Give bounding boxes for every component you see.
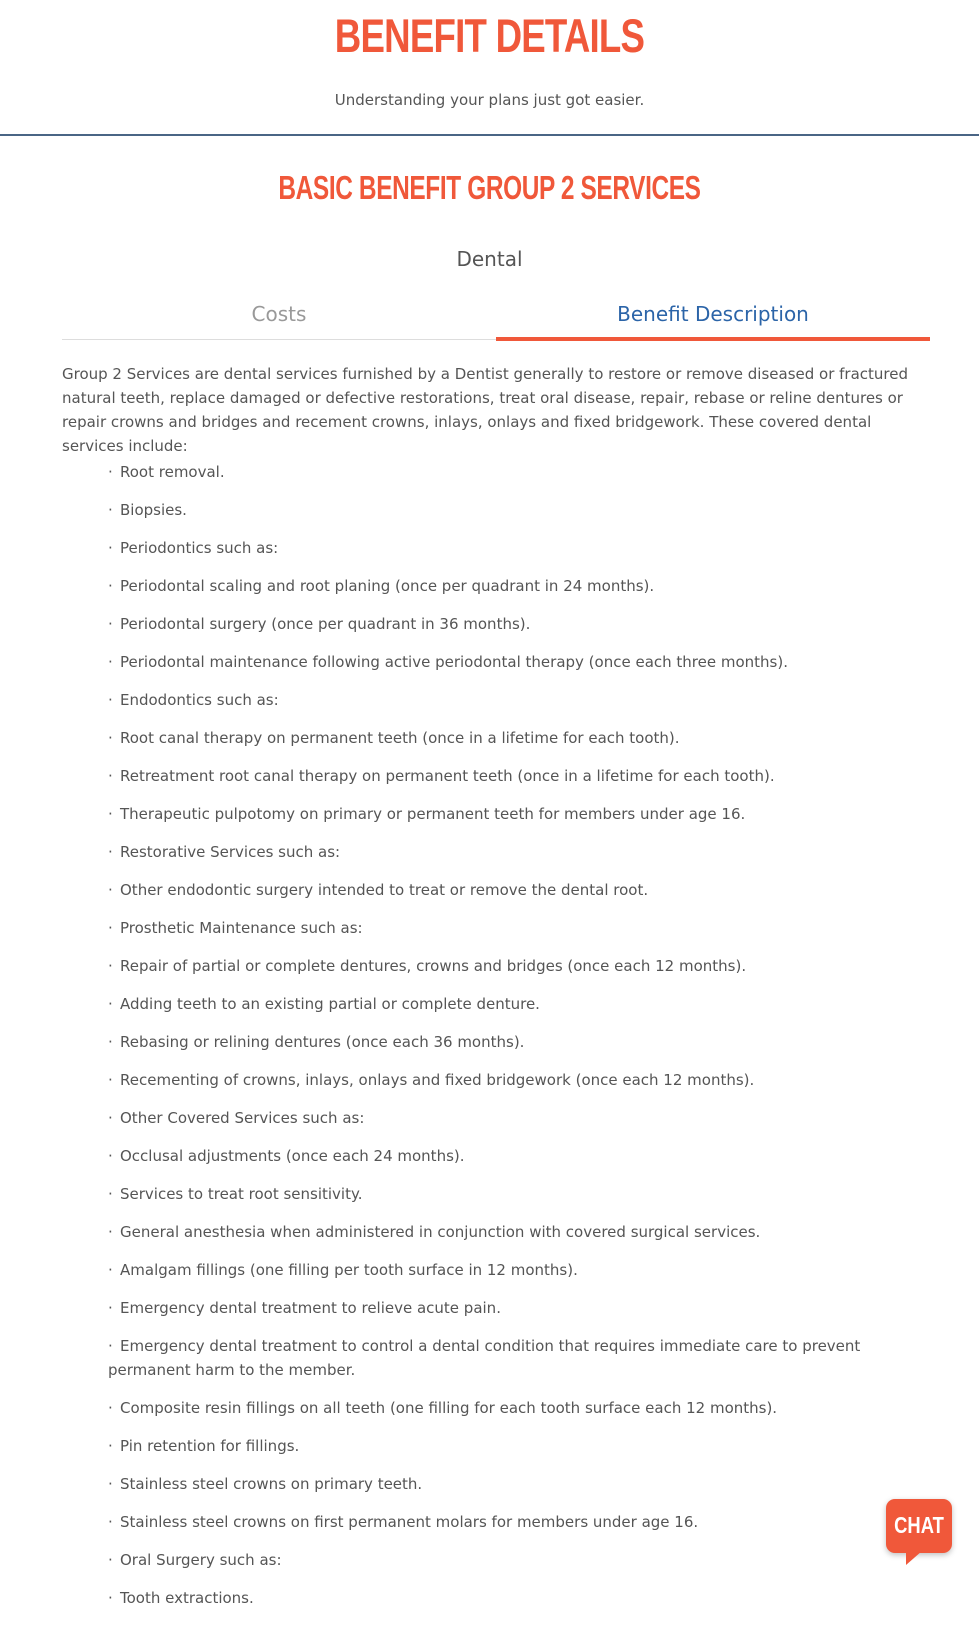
benefit-list-item-text: Tooth extractions. xyxy=(120,1589,254,1607)
page-subtitle: Understanding your plans just got easier. xyxy=(334,91,645,109)
bullet-icon: · xyxy=(108,501,113,519)
benefit-list-item xyxy=(108,498,868,522)
bullet-icon: · xyxy=(108,1071,113,1089)
benefit-list-item xyxy=(108,1296,868,1320)
benefit-list-item xyxy=(108,1396,868,1420)
benefit-list-item-text: Periodontics such as: xyxy=(120,539,279,557)
benefit-list-item xyxy=(108,1510,868,1534)
bullet-icon: · xyxy=(108,1337,113,1355)
bullet-icon: · xyxy=(108,1185,113,1203)
benefit-list-item-text: Endodontics such as: xyxy=(120,691,279,709)
benefit-list-item xyxy=(108,1144,868,1168)
benefit-list-item-text: Emergency dental treatment to relieve acute pain. xyxy=(120,1299,501,1317)
benefit-list-item-text: Pin retention for fillings. xyxy=(120,1437,300,1455)
bullet-icon: · xyxy=(108,995,113,1013)
benefit-list-item xyxy=(108,840,868,864)
section-title: BASIC BENEFIT GROUP 2 SERVICES xyxy=(278,169,701,206)
bullet-icon: · xyxy=(108,539,113,557)
tab-costs[interactable] xyxy=(62,299,496,339)
benefit-list-item xyxy=(108,612,868,636)
benefit-list-item xyxy=(108,764,868,788)
benefit-list-item xyxy=(108,650,868,674)
page-title: BENEFIT DETAILS xyxy=(334,9,645,62)
bullet-icon: · xyxy=(108,1589,113,1607)
bullet-icon: · xyxy=(108,1437,113,1455)
bullet-icon: · xyxy=(108,463,113,481)
bullet-icon: · xyxy=(108,1033,113,1051)
benefit-list-item-text: Prosthetic Maintenance such as: xyxy=(120,919,363,937)
bullet-icon: · xyxy=(108,881,113,899)
benefit-list-item xyxy=(108,574,868,598)
active-tab-indicator xyxy=(496,337,930,341)
benefit-list-item xyxy=(108,1220,868,1244)
tab-bar xyxy=(62,299,930,340)
benefit-intro-text: Group 2 Services are dental services furnished by a Dentist generally to restore or remove diseased or fractured natural teeth, replace damaged or defective restorations, treat oral disease, repair, rebase or reline dentures or repair crowns and bridges and recement crowns, inlays, onlays and fixed bridgework. These covered dental services include: xyxy=(62,365,908,455)
bullet-icon: · xyxy=(108,767,113,785)
benefit-list-item-text: Therapeutic pulpotomy on primary or permanent teeth for members under age 16. xyxy=(120,805,746,823)
bullet-icon: · xyxy=(108,1109,113,1127)
chat-button[interactable] xyxy=(886,1499,952,1553)
benefit-list-item-text: Root canal therapy on permanent teeth (once in a lifetime for each tooth). xyxy=(120,729,680,747)
benefit-list-item-text: Oral Surgery such as: xyxy=(120,1551,282,1569)
benefit-list-item-text: Services to treat root sensitivity. xyxy=(120,1185,363,1203)
benefit-list-item-text: Root removal. xyxy=(120,463,225,481)
benefit-list-item-text: Other Covered Services such as: xyxy=(120,1109,365,1127)
benefit-list-item xyxy=(108,1106,868,1130)
page-header xyxy=(0,0,979,136)
benefit-list-item-text: Periodontal surgery (once per quadrant in 36 months). xyxy=(120,615,531,633)
benefit-list-item xyxy=(108,1258,868,1282)
benefit-list-item xyxy=(108,1334,868,1382)
benefit-list-item xyxy=(108,992,868,1016)
benefit-list-item xyxy=(108,954,868,978)
benefit-list-item xyxy=(108,1548,868,1572)
bullet-icon: · xyxy=(108,1299,113,1317)
benefit-list-item xyxy=(108,802,868,826)
bullet-icon: · xyxy=(108,691,113,709)
benefit-list-item-text: Composite resin fillings on all teeth (one filling for each tooth surface each 12 months). xyxy=(120,1399,778,1417)
benefit-list xyxy=(108,460,868,1624)
benefit-list-item xyxy=(108,1586,868,1610)
benefit-list-item xyxy=(108,916,868,940)
benefit-list-item xyxy=(108,1472,868,1496)
bullet-icon: · xyxy=(108,957,113,975)
benefit-list-item xyxy=(108,1182,868,1206)
benefit-list-item-text: Rebasing or relining dentures (once each 36 months). xyxy=(120,1033,525,1051)
benefit-list-item-text: Repair of partial or complete dentures, crowns and bridges (once each 12 months). xyxy=(120,957,747,975)
benefit-list-item-text: General anesthesia when administered in conjunction with covered surgical services. xyxy=(120,1223,761,1241)
benefit-list-item-text: Occlusal adjustments (once each 24 months). xyxy=(120,1147,465,1165)
bullet-icon: · xyxy=(108,1261,113,1279)
bullet-icon: · xyxy=(108,577,113,595)
bullet-icon: · xyxy=(108,1399,113,1417)
benefit-list-item-text: Emergency dental treatment to control a dental condition that requires immediate care to prevent permanent harm to the member. xyxy=(108,1337,861,1379)
category-label: Dental xyxy=(456,247,523,271)
tab-benefit-description-label: Benefit Description xyxy=(617,302,809,326)
benefit-list-item-text: Recementing of crowns, inlays, onlays and fixed bridgework (once each 12 months). xyxy=(120,1071,755,1089)
benefit-list-item-text: Periodontal scaling and root planing (once per quadrant in 24 months). xyxy=(120,577,655,595)
bullet-icon: · xyxy=(108,1513,113,1531)
bullet-icon: · xyxy=(108,653,113,671)
bullet-icon: · xyxy=(108,729,113,747)
benefit-list-item-text: Adding teeth to an existing partial or complete denture. xyxy=(120,995,540,1013)
benefit-list-item xyxy=(108,1068,868,1092)
bullet-icon: · xyxy=(108,805,113,823)
benefit-list-item xyxy=(108,1434,868,1458)
benefit-list-item xyxy=(108,878,868,902)
benefit-list-item-text: Periodontal maintenance following active periodontal therapy (once each three months). xyxy=(120,653,788,671)
tab-costs-label: Costs xyxy=(251,302,307,326)
bullet-icon: · xyxy=(108,843,113,861)
benefit-list-item-text: Retreatment root canal therapy on permanent teeth (once in a lifetime for each tooth). xyxy=(120,767,775,785)
benefit-list-item-text: Restorative Services such as: xyxy=(120,843,341,861)
benefit-list-item-text: Biopsies. xyxy=(120,501,187,519)
benefit-list-item xyxy=(108,726,868,750)
bullet-icon: · xyxy=(108,1475,113,1493)
bullet-icon: · xyxy=(108,919,113,937)
benefit-list-item-text: Stainless steel crowns on first permanent molars for members under age 16. xyxy=(120,1513,699,1531)
bullet-icon: · xyxy=(108,1551,113,1569)
chat-button-label: CHAT xyxy=(894,1512,944,1538)
benefit-list-item xyxy=(108,1030,868,1054)
benefit-list-item xyxy=(108,460,868,484)
chat-bubble-tail xyxy=(906,1551,922,1565)
tab-benefit-description[interactable] xyxy=(496,299,930,339)
bullet-icon: · xyxy=(108,1223,113,1241)
benefit-list-item xyxy=(108,688,868,712)
benefit-list-item-text: Stainless steel crowns on primary teeth. xyxy=(120,1475,423,1493)
benefit-list-item-text: Other endodontic surgery intended to treat or remove the dental root. xyxy=(120,881,649,899)
bullet-icon: · xyxy=(108,1147,113,1165)
bullet-icon: · xyxy=(108,615,113,633)
benefit-list-item xyxy=(108,536,868,560)
benefit-list-item-text: Amalgam fillings (one filling per tooth surface in 12 months). xyxy=(120,1261,578,1279)
